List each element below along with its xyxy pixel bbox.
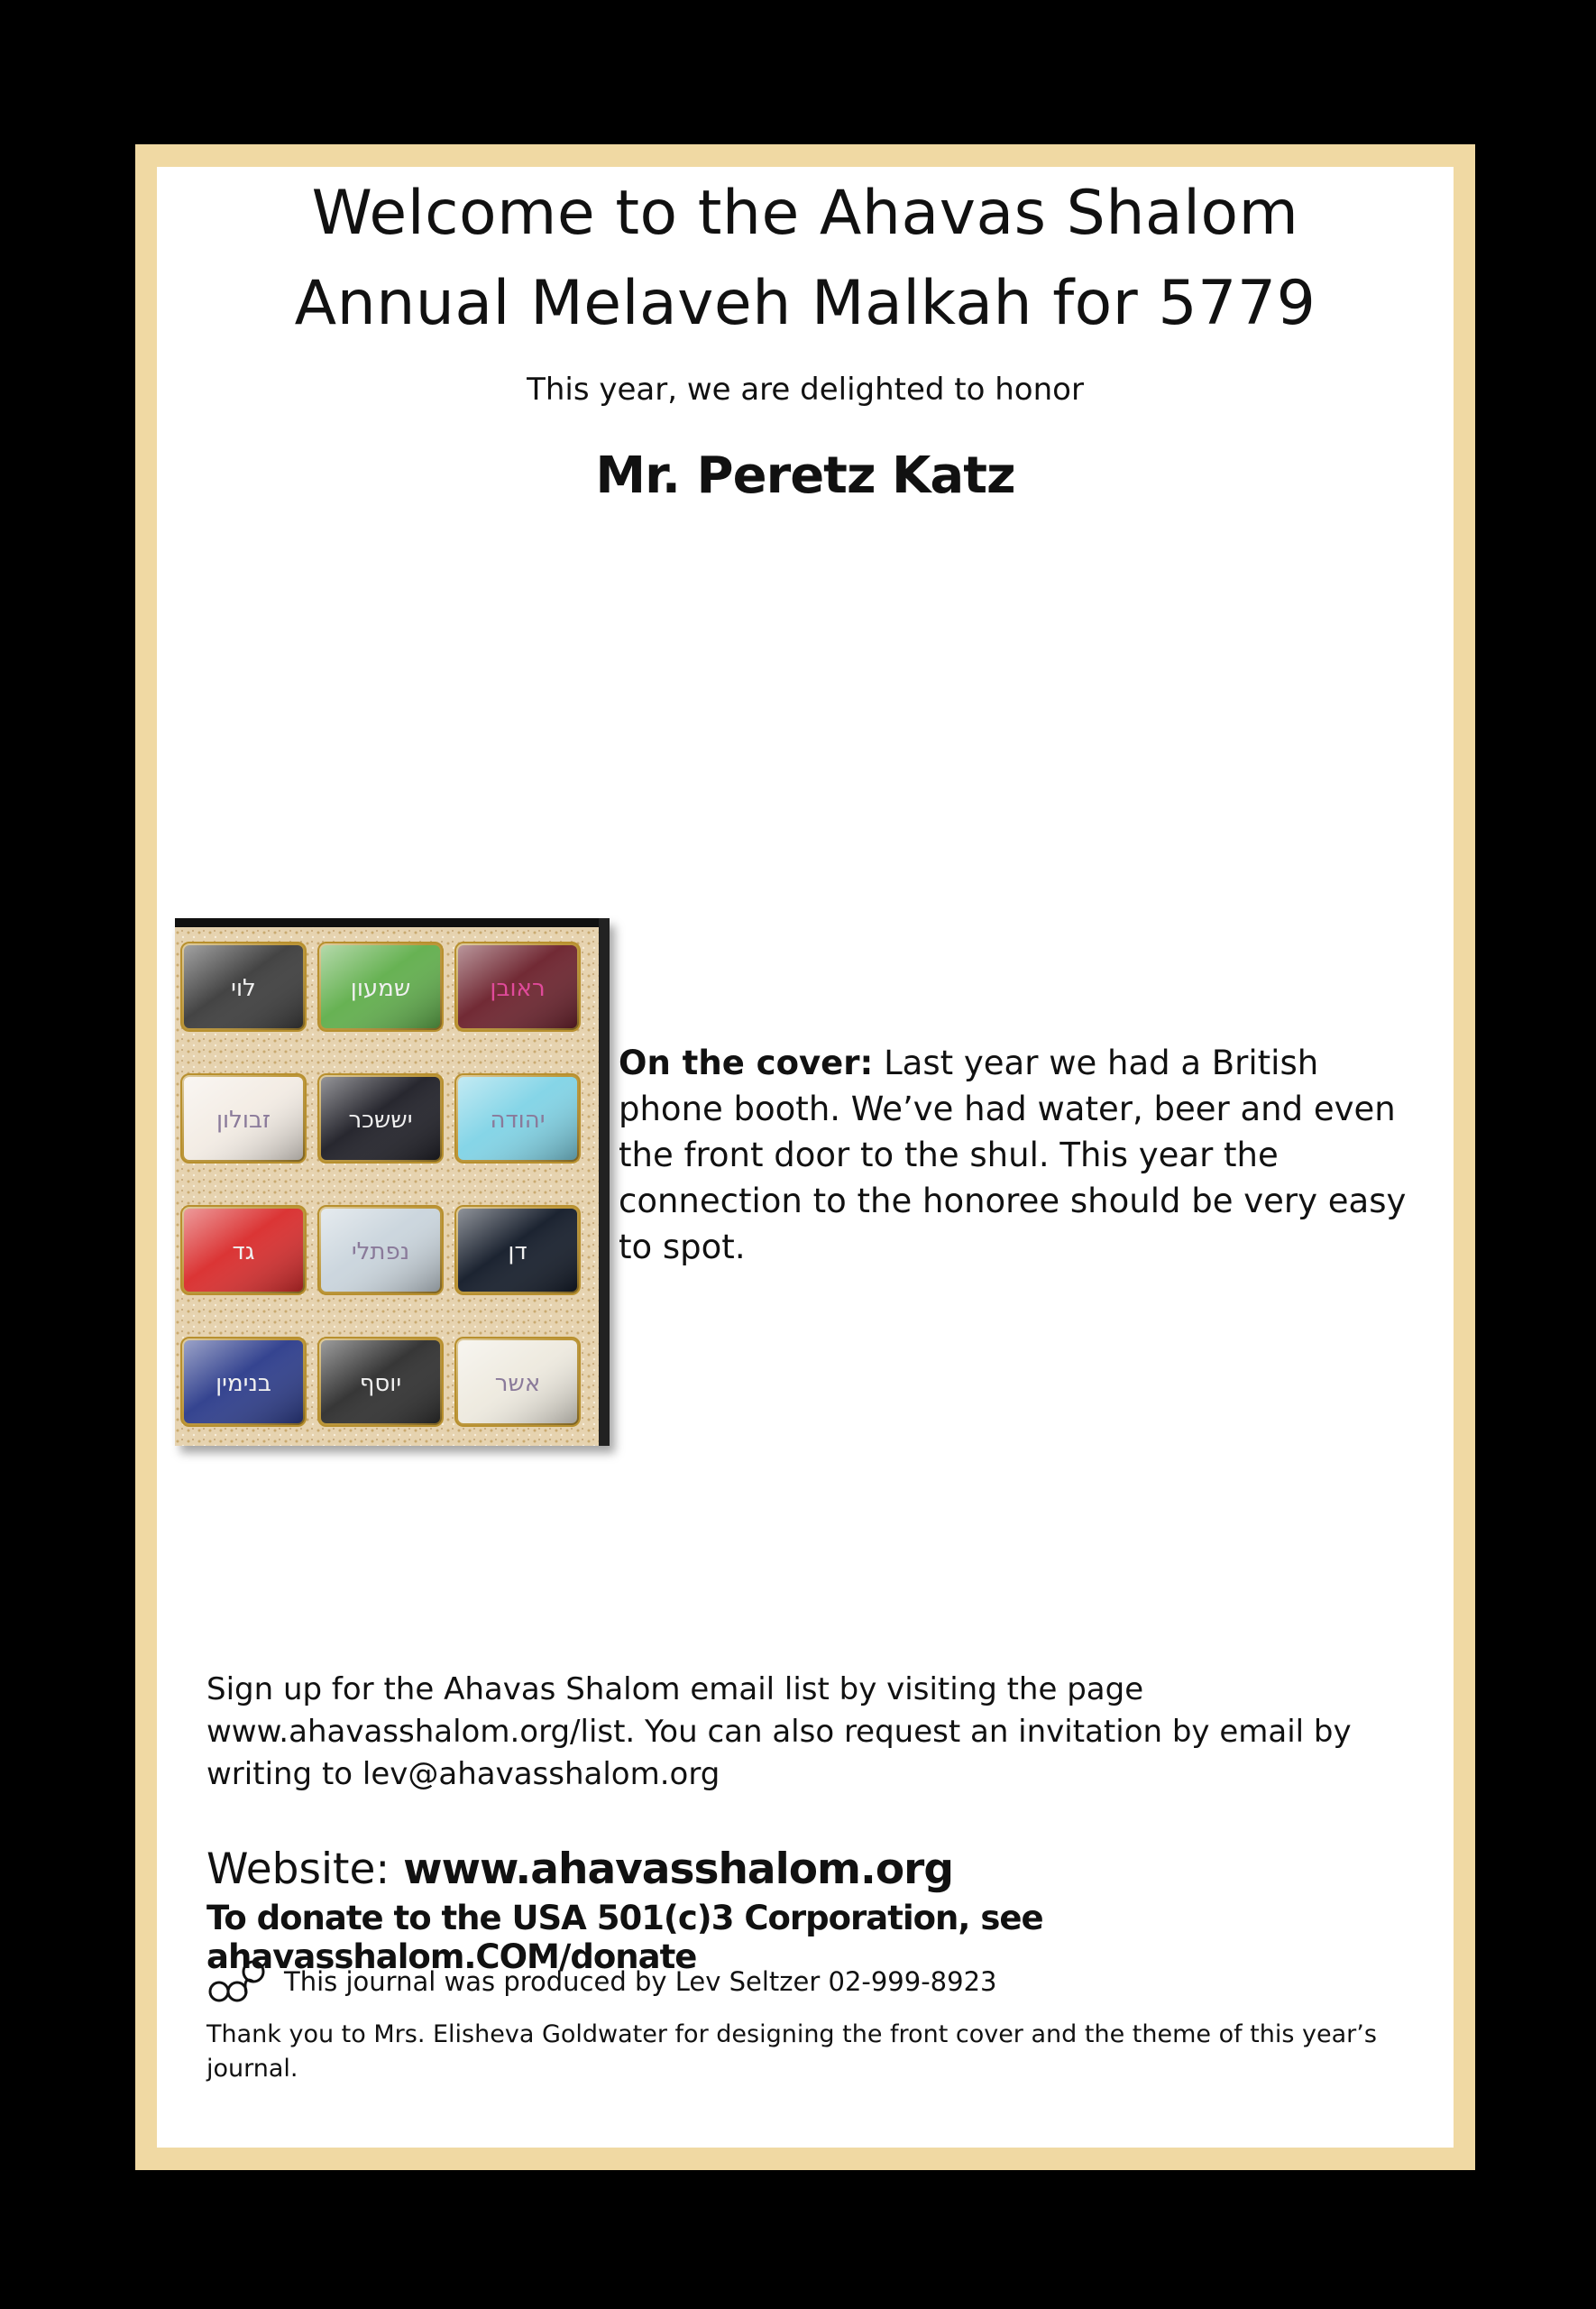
stone-2 xyxy=(319,943,442,1030)
stone-9 xyxy=(456,1207,579,1293)
cover-image xyxy=(175,918,610,1446)
website-label: Website: xyxy=(206,1844,390,1894)
cover-caption xyxy=(619,1040,1412,1270)
cover-caption-text: Last year we had a British phone booth. We’ve had water, beer and even the front door to the shul. This year the connection to the honoree should be very easy to spot. xyxy=(619,1044,1407,1266)
stone-1 xyxy=(182,943,305,1030)
stone-label: לוי xyxy=(231,975,256,1002)
stone-label: גד xyxy=(232,1238,255,1265)
breastplate-stones xyxy=(175,918,610,1446)
website-link[interactable]: www.ahavasshalom.org xyxy=(403,1844,953,1894)
website-line xyxy=(206,1844,953,1894)
stone-label: יהודה xyxy=(490,1107,546,1134)
stone-label: אשר xyxy=(494,1370,541,1397)
producer-logo-icon xyxy=(206,1957,275,2006)
cover-caption-label: On the cover: xyxy=(619,1044,874,1082)
stone-3 xyxy=(456,943,579,1030)
produced-by-text: This journal was produced by Lev Seltzer 02-999-8923 xyxy=(284,1966,997,1997)
honor-intro: This year, we are delighted to honor xyxy=(527,372,1084,408)
stone-label: זבולון xyxy=(216,1107,271,1134)
stone-label: בנימין xyxy=(216,1370,271,1397)
stone-label: ראובן xyxy=(490,975,546,1002)
stone-4 xyxy=(182,1075,305,1162)
stone-12 xyxy=(456,1338,579,1425)
journal-page xyxy=(157,167,1454,2148)
title-line-1: Welcome to the Ahavas Shalom xyxy=(311,178,1299,249)
stone-11 xyxy=(319,1338,442,1425)
stone-label: נפתלי xyxy=(351,1238,410,1265)
stone-5 xyxy=(319,1075,442,1162)
honoree-name: Mr. Peretz Katz xyxy=(595,446,1015,505)
produced-by-line xyxy=(206,1957,996,2006)
stone-label: דן xyxy=(508,1238,527,1265)
email-signup-text: Sign up for the Ahavas Shalom email list by visiting the page www.ahavasshalom.org/list. You can also request an invitation by email by writing to lev@ahavasshalom.org xyxy=(206,1671,1352,1792)
stone-10 xyxy=(182,1338,305,1425)
stone-label: יוסף xyxy=(359,1370,402,1397)
stone-8 xyxy=(319,1207,442,1293)
stone-label: שמעון xyxy=(350,975,411,1002)
stone-label: יששכר xyxy=(348,1107,413,1134)
title-line-2: Annual Melaveh Malkah for 5779 xyxy=(294,268,1316,339)
stone-6 xyxy=(456,1075,579,1162)
thanks-text: Thank you to Mrs. Elisheva Goldwater for designing the front cover and the theme of this year’s journal. xyxy=(206,2020,1377,2083)
donate-line: To donate to the USA 501(c)3 Corporation, see ahavasshalom.COM/donate xyxy=(206,1899,1043,1976)
stone-7 xyxy=(182,1207,305,1293)
